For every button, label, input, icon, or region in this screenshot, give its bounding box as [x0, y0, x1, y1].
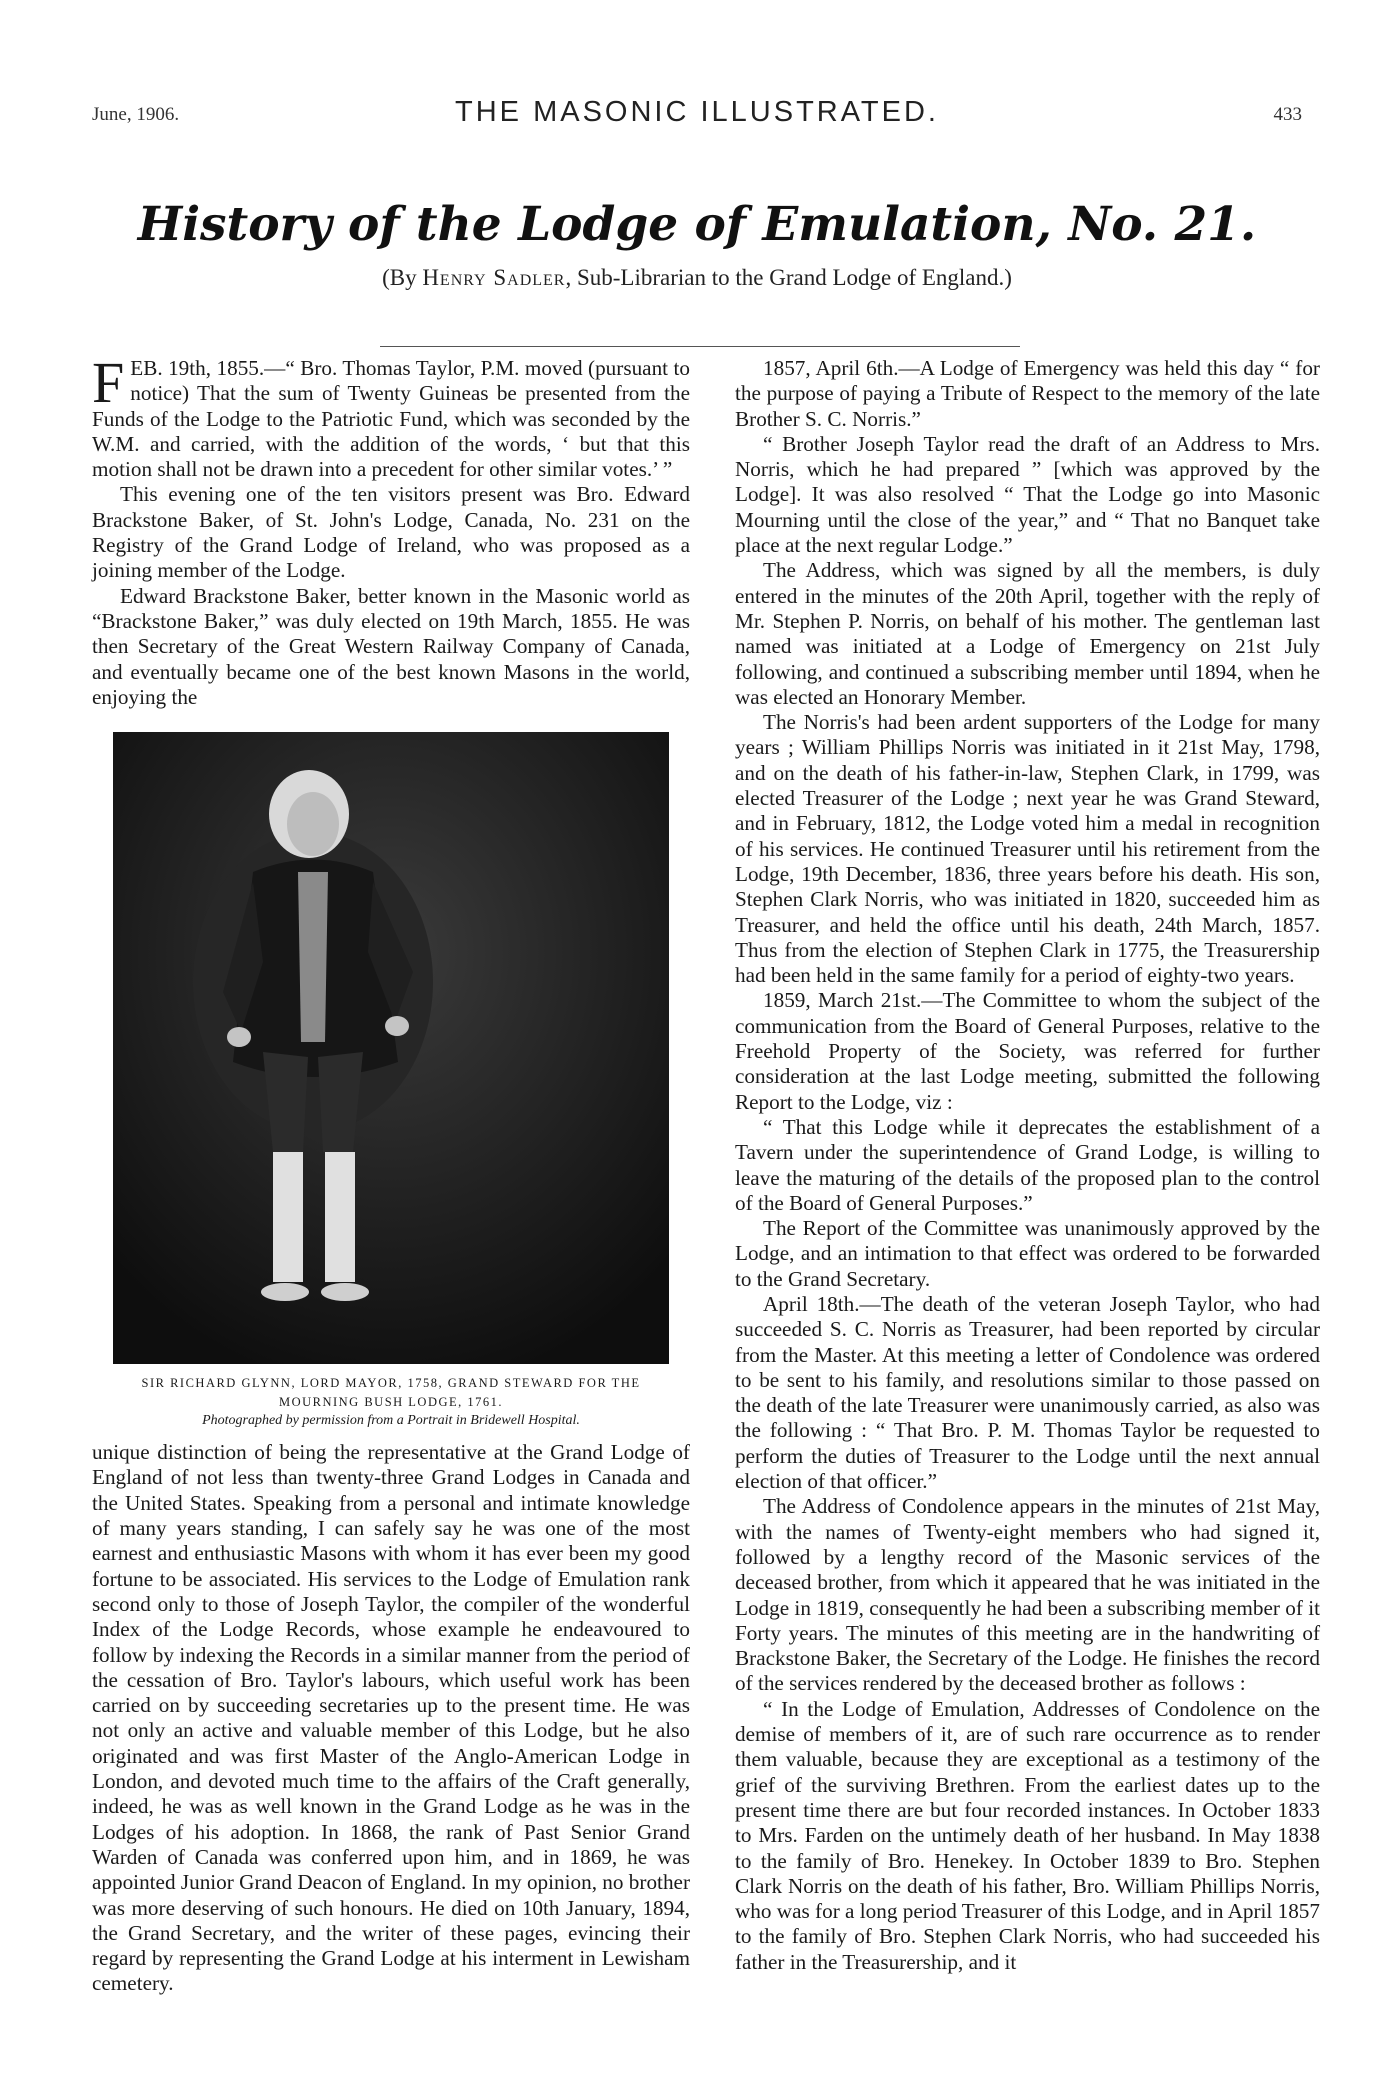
- paragraph: 1859, March 21st.—The Committee to whom the subject of the communication from the Board of General Purposes, relative to the Freehold Property of the Society, was referred for further consideration at the last Lodge meeting, submitted the following Report to the Lodge, viz :: [735, 988, 1320, 1114]
- portrait-figure: [113, 732, 669, 1430]
- byline: [0, 265, 1394, 291]
- issue-date: June, 1906.: [92, 104, 180, 125]
- paragraph: The Address, which was signed by all the members, is duly entered in the minutes of the 20th April, together with the reply of Mr. Stephen P. Norris, on behalf of his mother. The gentleman last named was initiated at a Lodge of Emergency on 21st July following, and continued a subscribing member until 1894, when he was elected an Honorary Member.: [735, 558, 1320, 709]
- article-heading: [0, 195, 1394, 291]
- paragraph: Edward Brackstone Baker, better known in the Masonic world as “Brackstone Baker,” was duly elected on 19th March, 1855. He was then Secretary of the Great Western Railway Company of Canada, and eventually became one of the best known Masons in the world, enjoying the: [92, 583, 690, 709]
- drop-cap: F: [92, 350, 125, 415]
- paragraph: The Report of the Committee was unanimously approved by the Lodge, and an intimation to that effect was ordered to be forwarded to the Grand Secretary.: [735, 1216, 1320, 1291]
- paragraph-text: EB. 19th, 1855.—“ Bro. Thomas Taylor, P.M. moved (pursuant to notice) That the sum of Twenty Guineas be presented from the Funds of the Lodge to the Patriotic Fund, which was seconded by the W.M. and carried, with the addition of the words, ‘ but that this motion shall not be drawn into a precedent for other similar votes.’ ”: [92, 356, 690, 482]
- title-divider: [380, 346, 1020, 347]
- paragraph: “ Brother Joseph Taylor read the draft of an Address to Mrs. Norris, which he had prepared ” [which was approved by the Lodge]. It was also resolved “ That the Lodge go into Masonic Mourning until the close of the year,” and “ That no Banquet take place at the next regular Lodge.”: [735, 431, 1320, 558]
- publication-title: THE MASONIC ILLUSTRATED.: [455, 96, 939, 128]
- page-header: [0, 96, 1394, 136]
- portrait-image: [113, 732, 669, 1364]
- paragraph: “ In the Lodge of Emulation, Addresses of Condolence on the demise of members of it, are of such rare occurrence as to render them valuable, because they are exceptional as a testimony of the grief of the surviving Brethren. From the earliest dates up to the present time there are but four recorded instances. In October 1833 to Mrs. Farden on the untimely death of her husband. In May 1838 to the family of Bro. Henekey. In October 1839 to Bro. Stephen Clark Norris on the death of his father, Bro. William Phillips Norris, who was for a long period Treasurer of this Lodge, and in April 1857 to the family of Bro. Stephen Clark Norris, who had succeeded his father in the Treasurership, and it: [735, 1696, 1320, 1974]
- caption-line-1: SIR RICHARD GLYNN, LORD MAYOR, 1758, GRAND STEWARD FOR THE: [141, 1376, 641, 1391]
- article-title: History of the Lodge of Emulation, No. 21.: [137, 197, 1257, 252]
- paragraph: The Norris's had been ardent supporters of the Lodge for many years ; William Phillips Norris was initiated in it 21st May, 1798, and on the death of his father-in-law, Stephen Clark, in 1799, was elected Treasurer of the Lodge ; next year he was Grand Steward, and in February, 1812, the Lodge voted him a medal in recognition of his services. He continued Treasurer until his retirement from the Lodge, 19th December, 1836, three years before his death. His son, Stephen Clark Norris, who was initiated in 1820, succeeded him as Treasurer, and held the office until his death, 24th March, 1857. Thus from the election of Stephen Clark in 1775, the Treasurership had been held in the same family for a period of eighty-two years.: [735, 710, 1320, 988]
- right-column: [735, 356, 1320, 1975]
- byline-suffix: , Sub-Librarian to the Grand Lodge of England.): [565, 265, 1012, 290]
- byline-prefix: (By: [382, 265, 423, 290]
- paragraph: “ That this Lodge while it deprecates the establishment of a Tavern under the superintendence of Grand Lodge, is willing to leave the maturing of the details of the proposed plan to the control of the Board of General Purposes.”: [735, 1114, 1320, 1215]
- figure-credit: Photographed by permission from a Portrait in Bridewell Hospital.: [202, 1413, 580, 1429]
- portrait-illustration: [113, 732, 669, 1364]
- paragraph: 1857, April 6th.—A Lodge of Emergency was held this day “ for the purpose of paying a Tribute of Respect to the memory of the late Brother S. C. Norris.”: [735, 356, 1320, 431]
- caption-line-2: MOURNING BUSH LODGE, 1761.: [278, 1395, 504, 1410]
- left-column: [92, 350, 690, 1997]
- paragraph: April 18th.—The death of the veteran Joseph Taylor, who had succeeded S. C. Norris as Treasurer, had been reported by circular from the Master. At this meeting a letter of Condolence was ordered to be sent to his family, and resolutions similar to those passed on the death of the late Treasurer were unanimously carried, as also was the following : “ That Bro. P. M. Thomas Taylor be requested to perform the duties of Treasurer to the Lodge until the next annual election of that officer.”: [735, 1291, 1320, 1494]
- paragraph: This evening one of the ten visitors present was Bro. Edward Brackstone Baker, of St. John's Lodge, Canada, No. 231 on the Registry of the Grand Lodge of Ireland, who was proposed as a joining member of the Lodge.: [92, 482, 690, 583]
- byline-author: Henry Sadler: [422, 265, 566, 290]
- page-number: 433: [1273, 104, 1302, 125]
- figure-caption: [113, 1374, 669, 1412]
- paragraph: unique distinction of being the representative at the Grand Lodge of England of not less than twenty-three Grand Lodges in Canada and the United States. Speaking from a personal and intimate knowledge of many years standing, I can safely say he was one of the most earnest and enthusiastic Masons with whom it has ever been my good fortune to be associated. His services to the Lodge of Emulation rank second only to those of Joseph Taylor, the compiler of the wonderful Index of the Lodge Records, whose example he endeavoured to follow by indexing the Records in a similar manner from the period of the cessation of Bro. Taylor's labours, which useful work has been carried on by succeeding secretaries up to the present time. He was not only an active and valuable member of this Lodge, but he also originated and was first Master of the Anglo-American Lodge in London, and devoted much time to the affairs of the Craft generally, indeed, he was as well known in the Grand Lodge as he was in the Lodges of his adoption. In 1868, the rank of Past Senior Grand Warden of Canada was conferred upon him, and in 1869, he was appointed Junior Grand Deacon of England. In my opinion, no brother was more deserving of such honours. He died on 10th January, 1894, the Grand Secretary, and the writer of these pages, evincing their regard by representing the Grand Lodge at his interment in Lewisham cemetery.: [92, 1440, 690, 1996]
- paragraph: [92, 350, 690, 482]
- paragraph: The Address of Condolence appears in the minutes of 21st May, with the names of Twenty-eight members who had signed it, followed by a lengthy record of the Masonic services of the deceased brother, from which it appeared that he was initiated in the Lodge in 1819, consequently he had been a subscribing member of it Forty years. The minutes of this meeting are in the handwriting of Brackstone Baker, the Secretary of the Lodge. He finishes the record of the services rendered by the deceased brother as follows :: [735, 1494, 1320, 1696]
